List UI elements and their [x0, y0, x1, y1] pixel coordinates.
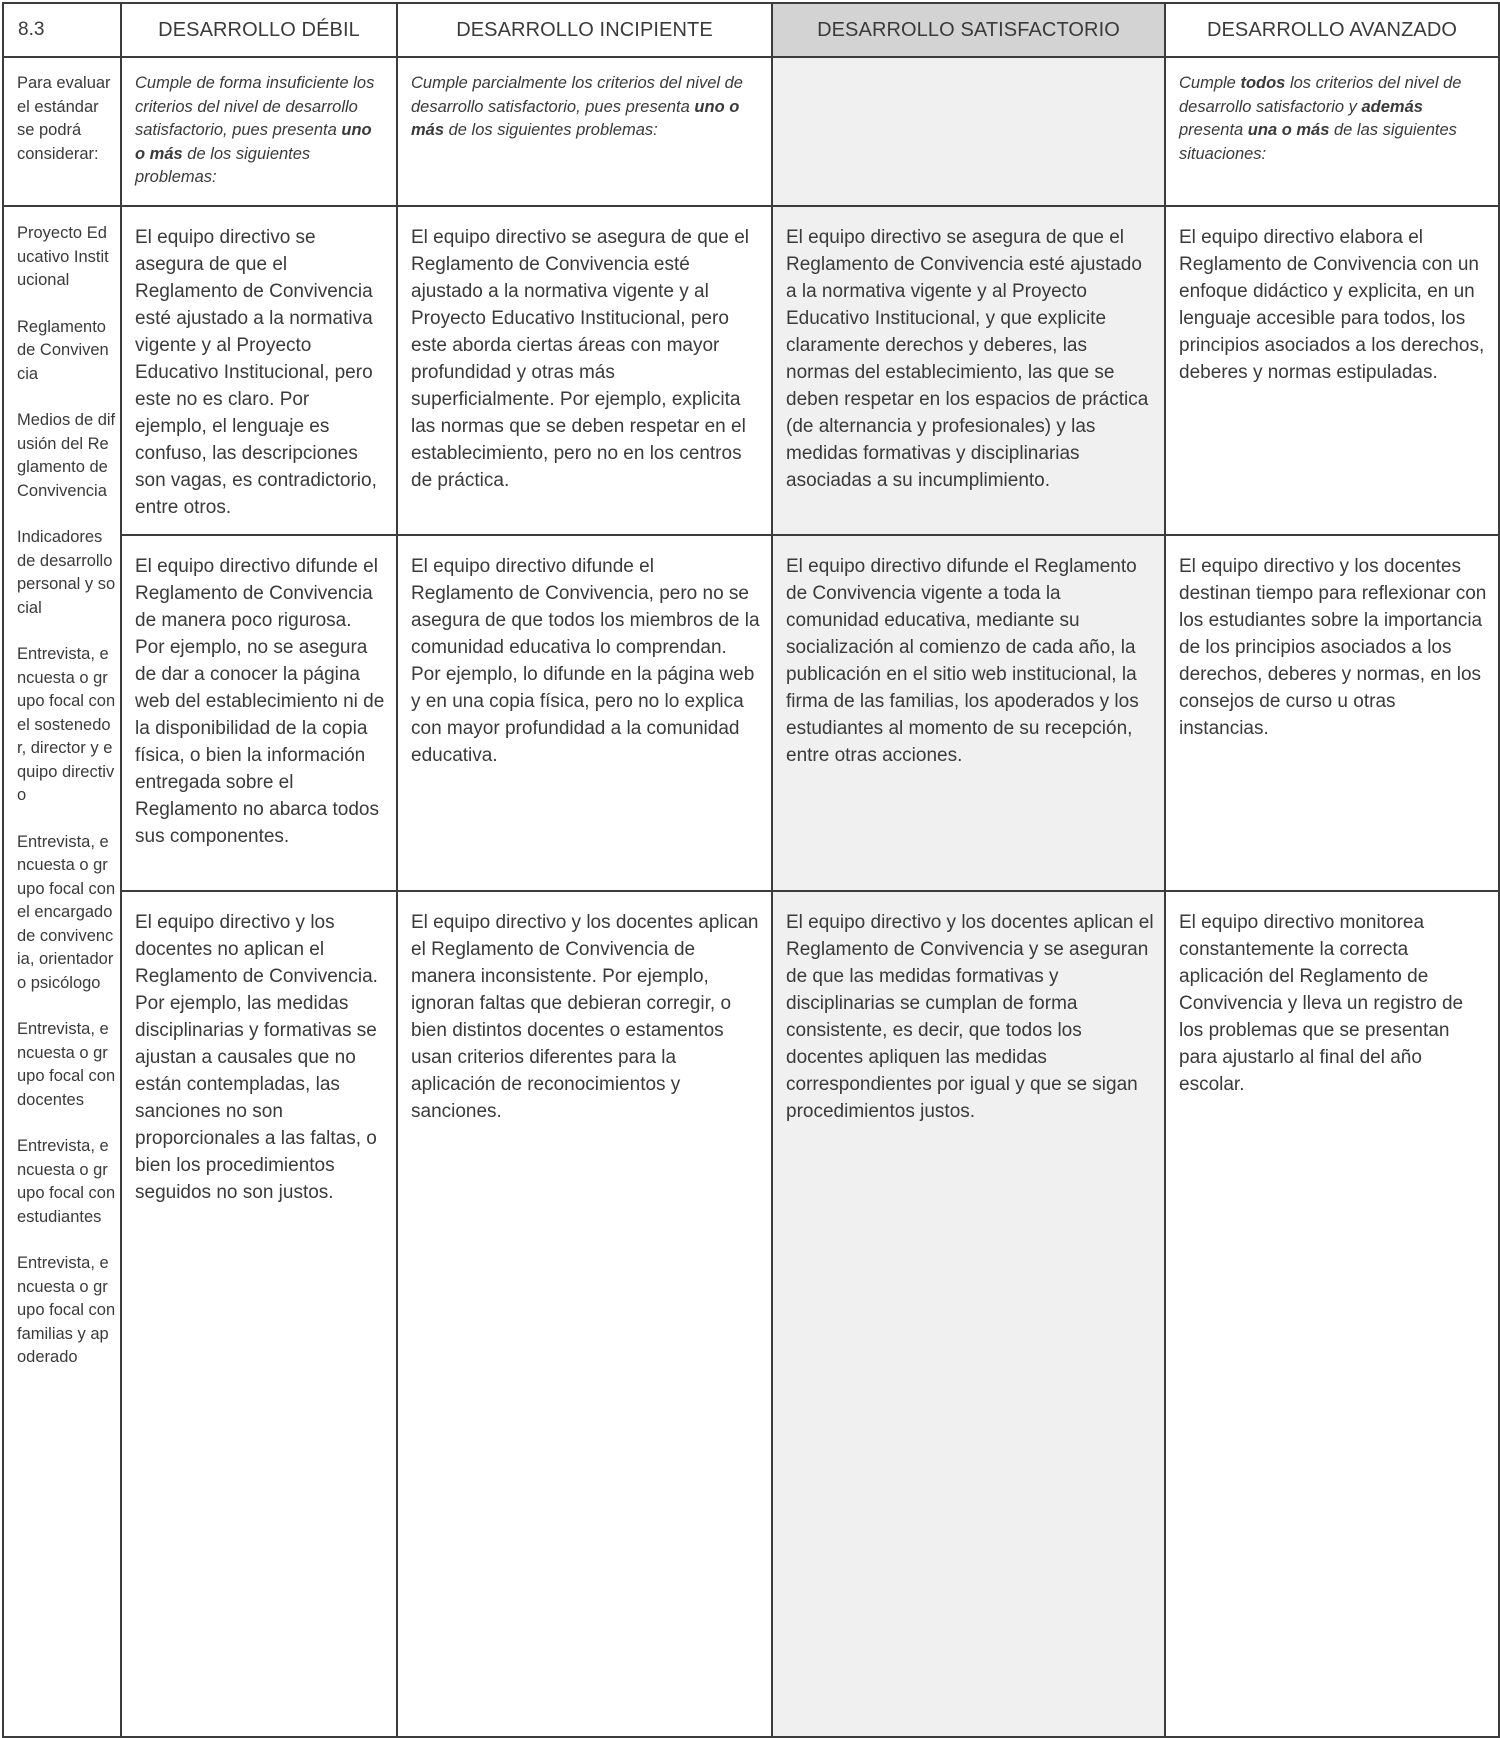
description-row [3, 57, 1499, 206]
description-emphasis: una o más [1247, 121, 1330, 139]
criterion-debil: El equipo directivo difunde el Reglamento de Convivencia de manera poco rigurosa. Por ejemplo, no se asegura de dar a conocer la página web del establecimiento ni de la disponibilidad de la copia física, o bien la información entregada sobre el Reglamento no abarca todos sus componentes. [121, 535, 397, 891]
description-text: de las siguientes situaciones: [1179, 121, 1457, 163]
criterion-incipiente: El equipo directivo difunde el Reglamento de Convivencia, pero no se asegura de que todos los miembros de la comunidad educativa lo comprendan. Por ejemplo, lo difunde en la página web y en una copia física, pero no lo explica con mayor profundidad a la comunidad educativa. [397, 535, 772, 891]
criteria-row-2 [3, 535, 1499, 891]
criterion-avanzado: El equipo directivo monitorea constantemente la correcta aplicación del Reglamento de Convivencia y lleva un registro de los problemas que se presentan para ajustarlo al final del año escolar. [1165, 891, 1499, 1737]
standard-id: 8.3 [3, 3, 121, 57]
header-row [3, 3, 1499, 57]
criterion-avanzado: El equipo directivo elabora el Reglamento de Convivencia con un enfoque didáctico y explicita, en un lenguaje accesible para todos, los principios asociados a los derechos, deberes y normas estipuladas. [1165, 206, 1499, 535]
description-text: de los siguientes problemas: [444, 121, 658, 139]
criterion-satisfactorio: El equipo directivo se asegura de que el Reglamento de Convivencia esté ajustado a la normativa vigente y al Proyecto Educativo Institucional, y que explicite claramente derechos y deberes, las normas del establecimiento, las que se deben respetar en los espacios de práctica (de alternancia y profesionales) y las medidas formativas y disciplinarias asociadas a su incumplimiento. [772, 206, 1165, 535]
description-emphasis: además [1361, 97, 1423, 116]
source-item: Entrevista, encuesta o grupo focal con estudiantes [17, 1137, 116, 1226]
description-incipiente [397, 57, 772, 206]
description-text: los criterios del nivel de desarrollo satisfactorio y [1179, 74, 1462, 116]
source-item: Reglamento de Convivencia [17, 317, 109, 383]
criterion-debil: El equipo directivo se asegura de que el Reglamento de Convivencia esté ajustado a la normativa vigente y al Proyecto Educativo Institucional, pero este no es claro. Por ejemplo, el lenguaje es confuso, las descripciones son vagas, es contradictorio, entre otros. [121, 206, 397, 535]
evaluate-label: Para evaluar el estándar se podrá considerar: [3, 57, 121, 206]
criterion-incipiente: El equipo directivo se asegura de que el Reglamento de Convivencia esté ajustado a la normativa vigente y al Proyecto Educativo Institucional, pero este aborda ciertas áreas con mayor profundidad y otras más superficialmente. Por ejemplo, explicita las normas que se deben respetar en el establecimiento, pero no en los centros de práctica. [397, 206, 772, 535]
criterion-avanzado: El equipo directivo y los docentes destinan tiempo para reflexionar con los estudiantes sobre la importancia de los principios asociados a los derechos, deberes y normas, en los consejos de curso u otras instancias. [1165, 535, 1499, 891]
header-incipiente: DESARROLLO INCIPIENTE [397, 3, 772, 57]
description-satisfactorio [772, 57, 1165, 206]
criterion-satisfactorio: El equipo directivo difunde el Reglamento de Convivencia vigente a toda la comunidad educativa, mediante su socialización al comienzo de cada año, la publicación en el sitio web institucional, la firma de las familias, los apoderados y los estudiantes al momento de su recepción, entre otras acciones. [772, 535, 1165, 891]
description-emphasis: todos [1240, 74, 1286, 92]
source-item: Entrevista, encuesta o grupo focal con docentes [17, 1020, 116, 1109]
description-text: Cumple [1179, 74, 1241, 92]
description-debil [121, 57, 397, 206]
criterion-incipiente: El equipo directivo y los docentes aplican el Reglamento de Convivencia de manera inconsistente. Por ejemplo, ignoran faltas que debieran corregir, o bien distintos docentes o estamentos usan criterios diferentes para la aplicación de reconocimientos y sanciones. [397, 891, 772, 1737]
rubric-table [2, 2, 1500, 1738]
description-emphasis: uno o más [135, 121, 372, 163]
header-debil: DESARROLLO DÉBIL [121, 3, 397, 57]
source-item: Entrevista, encuesta o grupo focal con el encargado de convivencia, orientador o psicólogo [17, 832, 116, 992]
criteria-row-1 [3, 206, 1499, 535]
header-avanzado: DESARROLLO AVANZADO [1165, 3, 1499, 57]
source-item: Medios de difusión del Reglamento de Convivencia [17, 411, 116, 500]
description-avanzado [1165, 57, 1499, 206]
criteria-row-3 [3, 891, 1499, 1737]
header-satisfactorio: DESARROLLO SATISFACTORIO [772, 3, 1165, 57]
description-text: de los siguientes problemas: [135, 144, 311, 186]
source-item: Indicadores de desarrollo personal y social [17, 528, 116, 617]
criterion-debil: El equipo directivo y los docentes no aplican el Reglamento de Convivencia. Por ejemplo, las medidas disciplinarias y formativas se ajustan a causales que no están contempladas, las sanciones no son proporcionales a las faltas, o bien los procedimientos seguidos no son justos. [121, 891, 397, 1737]
description-text: Cumple parcialmente los criterios del nivel de desarrollo satisfactorio, pues presenta [411, 74, 743, 116]
description-text: presenta [1179, 121, 1248, 139]
source-item: Entrevista, encuesta o grupo focal con familias y apoderado [17, 1254, 116, 1366]
criterion-satisfactorio: El equipo directivo y los docentes aplican el Reglamento de Convivencia y se aseguran de que las medidas formativas y disciplinarias se cumplan de forma consistente, es decir, que todos los docentes apliquen las medidas correspondientes por igual y que se sigan procedimientos justos. [772, 891, 1165, 1737]
source-item: Entrevista, encuesta o grupo focal con el sostenedor, director y equipo directivo [17, 645, 116, 804]
description-emphasis: uno o más [411, 97, 740, 139]
sources-list [3, 206, 121, 1737]
description-text: Cumple de forma insuficiente los criterios del nivel de desarrollo satisfactorio, pues presenta [135, 74, 375, 139]
source-item: Proyecto Educativo Institucional [17, 224, 109, 289]
